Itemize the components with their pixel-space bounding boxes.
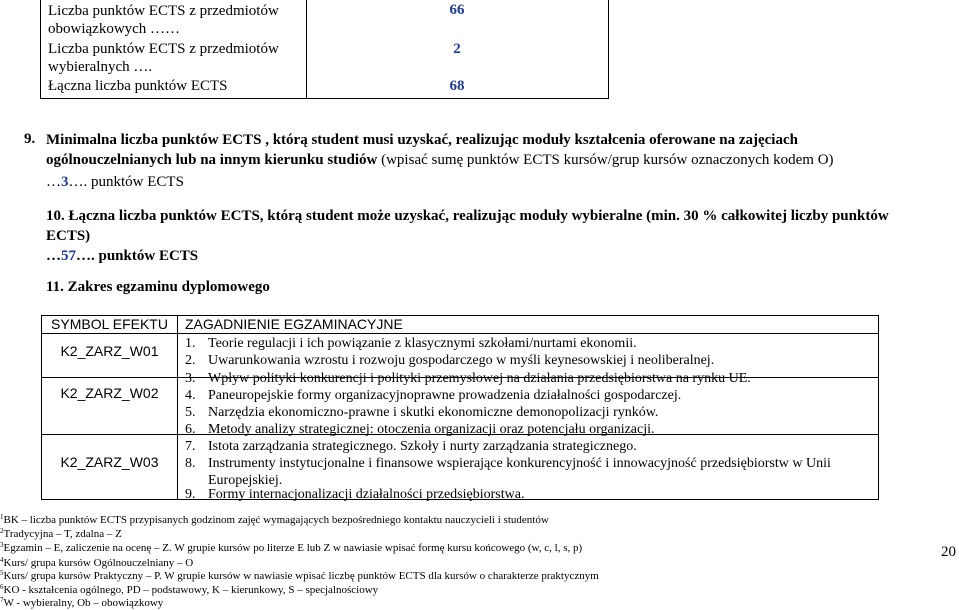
footnote-marker: 4 [0,556,4,564]
topic-number: 6. [185,422,196,437]
topic-text: Formy internacjonalizacji działalności przedsiębiorstwa. [208,487,525,502]
label-line: obowiązkowych …… [48,21,181,37]
topic-text: Narzędzia ekonomiczno-prawne i skutki ekonomiczne demonopolizacji rynków. [208,405,659,420]
ects-row-label [48,77,228,95]
section-9-note: (wpisać sumę punktów ECTS kursów/grup kursów oznaczonych kodem O) [377,152,834,168]
footnote-marker: 1 [0,513,4,521]
topic-text: Paneuropejskie formy organizacyjnoprawne prowadzenia działalności gospodarczej. [208,388,682,403]
section-11-title [46,277,270,297]
topic-item [185,370,751,387]
ects-row-value: 68 [449,78,465,94]
topic-item [185,387,681,404]
footnote-marker: 5 [0,569,4,577]
footnote [0,583,378,597]
label-line: Liczba punktów ECTS z przedmiotów [48,3,279,19]
topic-number: 4. [185,388,196,403]
topic-text: Uwarunkowania wzrostu i rozwoju gospodarczego w myśli keynesowskiej i neoliberalnej. [208,353,715,368]
topic-number: 9. [185,487,196,502]
footnote-marker: 6 [0,583,4,591]
page-number: 20 [941,544,956,560]
footnote-text: Tradycyjna – T, zdalna – Z [3,528,122,540]
footnote [0,596,163,610]
section-9-suffix: …. punktów ECTS [68,174,184,190]
footnote-marker: 2 [0,527,4,535]
section-10-heading-line2: ECTS) [46,228,91,244]
topic-number: 1. [185,336,196,351]
section-9-heading-line1: Minimalna liczba punktów ECTS , którą student musi uzyskać, realizując moduły kształcenia oferowane na zajęciach [46,132,798,148]
section-10-prefix: … [46,248,61,264]
footnote-marker: 7 [0,596,4,604]
topic-number: 7. [185,439,196,454]
section-10-heading-line1: 10. Łączna liczba punktów ECTS, którą student może uzyskać, realizując moduły wybieralne (min. 30 % całkowitej liczby punktów [46,208,889,224]
footnote [0,556,193,570]
effect-code: K2_ZARZ_W01 [60,343,159,359]
footnote-text: BK – liczba punktów ECTS przypisanych godzinom zajęć wymagających bezpośredniego kontaktu nauczycieli i studentów [3,514,549,526]
footnote [0,527,122,541]
header-topics: ZAGADNIENIE EGZAMINACYJNE [185,316,403,332]
effect-code: K2_ZARZ_W03 [60,454,159,470]
topic-item [185,455,831,472]
effect-code: K2_ZARZ_W02 [60,385,159,401]
footnote [0,541,582,555]
section-10-value: 57 [61,248,76,264]
topic-number: 8. [185,456,196,471]
topic-text: Metody analizy strategicznej: otoczenia organizacji oraz potencjału organizacji. [208,422,655,437]
ects-row-label [48,40,279,76]
footnote-text: KO - kształcenia ogólnego, PD – podstawowy, K – kierunkowy, S – specjalnościowy [3,584,379,596]
header-symbol: SYMBOL EFEKTU [51,316,168,332]
section-10-suffix: …. punktów ECTS [76,248,199,264]
topic-item [185,421,655,438]
topic-text: Europejskiej. [208,473,283,488]
topic-text: Wpływ polityki konkurencji i polityki przemysłowej na działania przedsiębiorstwa na rynku UE. [208,371,751,386]
section-9-value: 3 [61,174,69,190]
ects-row-value: 66 [449,2,465,18]
topic-number: 2. [185,353,196,368]
section-10 [46,206,946,266]
section-9-number: 9. [24,131,36,147]
topic-item [185,352,714,369]
footnote-marker: 3 [0,541,4,549]
section-9-prefix: … [46,174,61,190]
footnote [0,513,549,527]
footnote-text: Egzamin – E, zaliczenie na ocenę – Z. W grupie kursów po literze E lub Z w nawiasie wpisać formę kursu końcowego (w, c, l, s, p) [3,542,583,554]
label-line: Łączna liczba punktów ECTS [48,78,228,94]
topic-text: Istota zarządzania strategicznego. Szkoły i nurty zarządzania strategicznego. [208,439,637,454]
section-9 [46,130,946,192]
section-11-title-text: 11. Zakres egzaminu dyplomowego [46,279,270,295]
ects-row-value: 2 [453,41,461,57]
header-divider [41,333,879,334]
topic-number: 3. [185,371,196,386]
topic-item [185,438,637,455]
topic-item [185,404,658,421]
footnote [0,569,599,583]
ects-row-label [48,2,279,38]
ects-summary-table [40,0,609,99]
section-9-heading-line2: ogólnouczelnianych lub na innym kierunku studiów [46,152,378,168]
topic-number: 5. [185,405,196,420]
topic-text: Teorie regulacji i ich powiązanie z klasycznymi szkołami/nurtami ekonomii. [208,336,637,351]
topic-item [185,335,637,352]
exam-scope-table [41,315,879,500]
topic-text: Instrumenty instytucjonalne i finansowe wspierające konkurencyjność i innowacyjność przedsiębiorstw w Unii [208,456,831,471]
label-line: Liczba punktów ECTS z przedmiotów [48,41,279,57]
label-line: wybieralnych …. [48,59,153,75]
footnote-text: W - wybieralny, Ob – obowiązkowy [3,597,164,609]
topic-item [185,486,524,503]
footnote-text: Kurs/ grupa kursów Praktyczny – P. W grupie kursów w nawiasie wpisać liczbę punktów ECTS dla kursów o charakterze praktycznym [3,570,599,582]
footnote-text: Kurs/ grupa kursów Ogólnouczelniany – O [3,557,194,569]
